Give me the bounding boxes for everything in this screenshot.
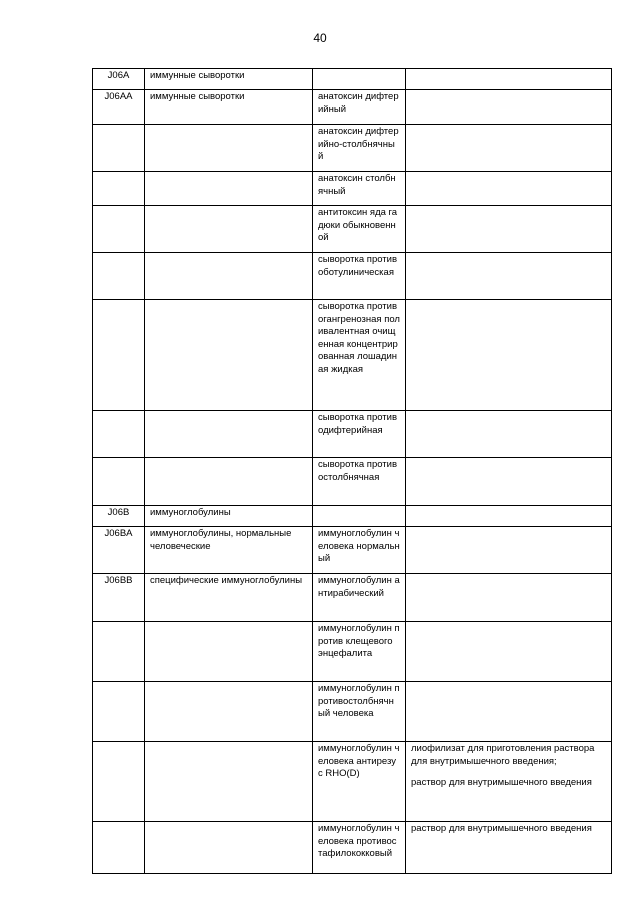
atc-code-cell [93,206,145,253]
dosage-form-cell [406,411,612,458]
table-row [93,69,612,90]
group-name-cell [145,622,313,682]
atc-code-cell [93,253,145,300]
drug-name-cell: антитоксин яда гадюки обыкновенной [313,206,406,253]
group-name-cell [145,300,313,411]
group-name-cell: иммунные сыворотки [145,90,313,125]
atc-code-cell [93,300,145,411]
dosage-form-text: раствор для внутримышечного введения [411,823,592,834]
drug-name-cell: сыворотка противостолбнячная [313,458,406,506]
drug-name-cell [313,506,406,527]
table-row [93,574,612,622]
drug-name-cell: иммуноглобулин человека нормальный [313,527,406,574]
drug-name-cell: иммуноглобулин антирабический [313,574,406,622]
table-row [93,822,612,874]
table-row [93,506,612,527]
dosage-form-cell [406,125,612,172]
dosage-form-cell [406,574,612,622]
group-name-cell: специфические иммуноглобулины [145,574,313,622]
drug-name-cell: иммуноглобулин человека противостафилококковый [313,822,406,874]
atc-code-cell [93,742,145,822]
dosage-form-cell [406,682,612,742]
dosage-form-cell [406,90,612,125]
drug-name-cell: сыворотка противогангренозная поливалентная очищенная концентрированная лошадиная жидкая [313,300,406,411]
group-name-cell [145,742,313,822]
dosage-form-cell [406,300,612,411]
atc-code-cell: J06B [93,506,145,527]
drug-name-cell [313,69,406,90]
table-row [93,411,612,458]
atc-code-cell [93,172,145,206]
table-row [93,682,612,742]
atc-code-cell: J06AA [93,90,145,125]
group-name-cell: иммуноглобулины [145,506,313,527]
group-name-cell [145,682,313,742]
dosage-form-cell [406,253,612,300]
table-row [93,622,612,682]
atc-code-cell [93,125,145,172]
atc-code-cell [93,682,145,742]
dosage-form-cell [406,822,612,874]
atc-code-cell: J06BA [93,527,145,574]
drug-name-cell: анатоксин дифтерийный [313,90,406,125]
dosage-form-cell [406,172,612,206]
group-name-cell [145,822,313,874]
page-number: 40 [313,31,327,45]
group-name-cell [145,125,313,172]
table-row [93,125,612,172]
group-name-cell [145,172,313,206]
atc-code-cell [93,622,145,682]
drug-name-cell: сыворотка противоботулиническая [313,253,406,300]
atc-code-cell [93,822,145,874]
group-name-cell [145,411,313,458]
table-row [93,742,612,822]
drug-name-cell: иммуноглобулин против клещевого энцефалита [313,622,406,682]
drug-name-cell: иммуноглобулин противостолбнячный человека [313,682,406,742]
atc-code-cell: J06A [93,69,145,90]
dosage-form-cell [406,206,612,253]
drug-name-cell: иммуноглобулин человека антирезус RHO(D) [313,742,406,822]
table-row [93,206,612,253]
dosage-form-cell [406,458,612,506]
table-row [93,458,612,506]
group-name-cell [145,253,313,300]
table-row [93,172,612,206]
atc-code-cell [93,458,145,506]
dosage-form-text: раствор для внутримышечного введения [411,777,592,789]
atc-code-cell [93,411,145,458]
group-name-cell: иммуноглобулины, нормальные человеческие [145,527,313,574]
drug-name-cell: анатоксин дифтерийно-столбнячный [313,125,406,172]
dosage-form-cell [406,527,612,574]
dosage-form-cell [406,622,612,682]
medicines-table [92,68,612,874]
drug-name-cell: сыворотка противодифтерийная [313,411,406,458]
dosage-form-cell [406,742,612,822]
atc-code-cell: J06BB [93,574,145,622]
table-row [93,90,612,125]
table-row [93,300,612,411]
group-name-cell [145,206,313,253]
dosage-form-cell [406,69,612,90]
table-row [93,527,612,574]
dosage-form-cell [406,506,612,527]
dosage-form-text: лиофилизат для приготовления раствора для внутримышечного введения; [411,743,595,767]
table-row [93,253,612,300]
drug-name-cell: анатоксин столбнячный [313,172,406,206]
group-name-cell [145,458,313,506]
group-name-cell: иммунные сыворотки [145,69,313,90]
